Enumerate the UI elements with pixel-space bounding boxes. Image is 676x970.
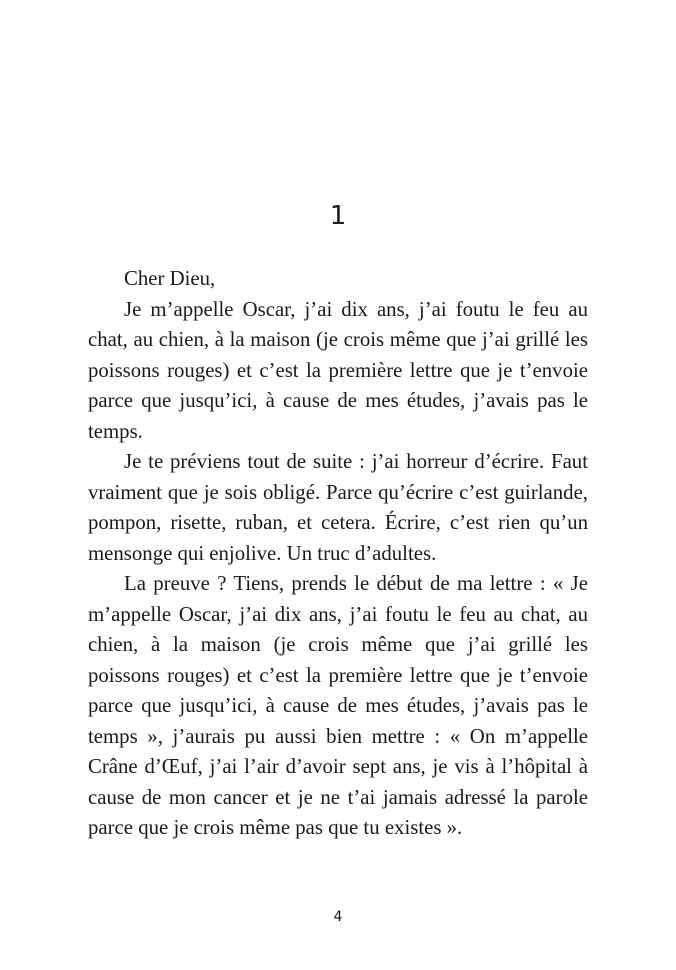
page-number: 4 [333, 909, 343, 925]
paragraph-introduction: Je m’appelle Oscar, j’ai dix ans, j’ai foutu le feu au chat, au chien, à la maison (je crois même que j’ai grillé les poissons rouges) et c’est la première lettre que je t’envoie parce que jusqu’ici, à cause de mes études, j’avais pas le temps. [88, 297, 588, 443]
paragraph-writing-dislike: Je te préviens tout de suite : j’ai horreur d’écrire. Faut vraiment que je sois obligé. Parce qu’écrire c’est guirlande, pompon, risette, ruban, et cetera. Écrire, c’est rien qu’un mensonge qui enjolive. Un truc d’adultes. [88, 450, 588, 565]
chapter-body [88, 264, 588, 844]
chapter-number: 1 [329, 201, 347, 231]
paragraph-proof: La preuve ? Tiens, prends le début de ma lettre : « Je m’appelle Oscar, j’ai dix ans, j’ai foutu le feu au chat, au chien, à la maison (je crois même que j’ai grillé les poissons rouges) et c’est la première lettre que je t’envoie parce que jusqu’ici, à cause de mes études, j’avais pas le temps », j’aurais pu aussi bien mettre : « On m’appelle Crâne d’Œuf, j’ai l’air d’avoir sept ans, je vis à l’hôpital à cause de mon cancer et je ne t’ai jamais adressé la parole parce que je crois même pas que tu existes ». [88, 572, 588, 839]
paragraph-salutation: Cher Dieu, [124, 267, 216, 290]
